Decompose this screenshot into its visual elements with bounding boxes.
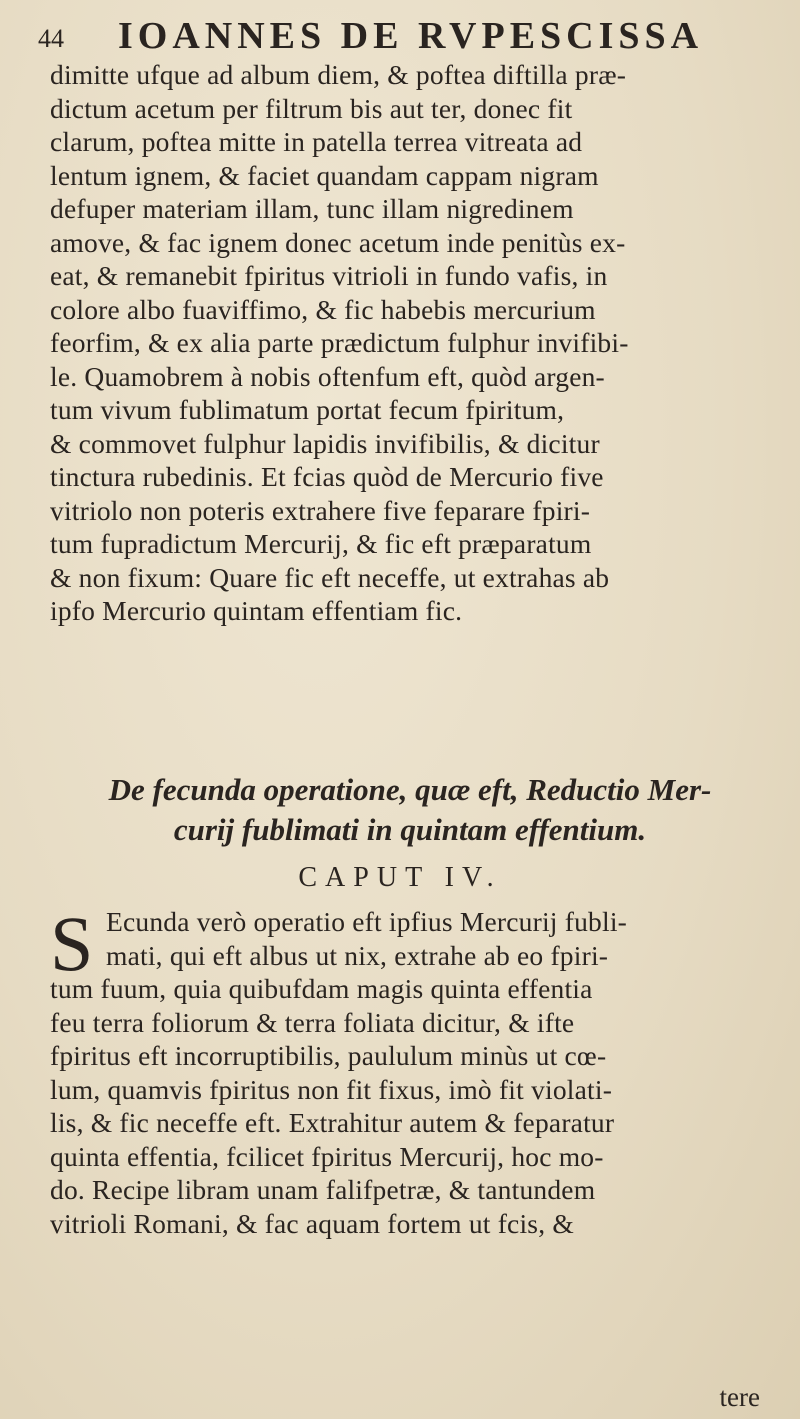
text-line: Ecunda verò operatio eft ipfius Mercurij fubli- (106, 906, 628, 937)
text-line: lum, quamvis fpiritus non fit fixus, imò fit violati- (50, 1073, 613, 1105)
text-line: feu terra foliorum & terra foliata dicitur, & ifte (50, 1006, 575, 1038)
text-line: lentum ignem, & faciet quandam cappam nigram (50, 159, 599, 191)
drop-cap: S (50, 900, 94, 987)
text-line: do. Recipe libram unam falifpetræ, & tantundem (50, 1174, 596, 1205)
page-number: 44 (38, 24, 64, 53)
text-line: & commovet fulphur lapidis invifibilis, & dicitur (50, 427, 600, 459)
text-line: tum vivum fublimatum portat fecum fpiritum, (50, 394, 565, 425)
paragraph-2 (50, 900, 765, 1240)
text-line: dictum acetum per filtrum bis aut ter, donec fit (50, 92, 573, 124)
text-line: fpiritus eft incorruptibilis, paululum minùs ut cœ- (50, 1040, 607, 1071)
text-line: tum fuum, quia quibufdam magis quinta effentia (50, 973, 593, 1004)
text-line: vitriolo non poteris extrahere five feparare fpiri- (50, 494, 591, 526)
text-line: eat, & remanebit fpiritus vitrioli in fundo vafis, in (50, 260, 608, 291)
text-line: tum fupradictum Mercurij, & fic eft præparatum (50, 528, 592, 559)
text-line: vitrioli Romani, & fac aquam fortem ut fcis, & (50, 1207, 574, 1239)
running-title: IOANNES DE RVPESCISSA (118, 15, 704, 57)
chapter-label: CAPUT IV. (298, 862, 502, 893)
text-line: mati, qui eft albus ut nix, extrahe ab eo fpiri- (106, 939, 609, 971)
section-heading (60, 770, 760, 850)
heading-line: De fecunda operatione, quæ eft, Reductio Mer- (108, 772, 712, 807)
text-line: & non fixum: Quare fic eft neceffe, ut extrahas ab (50, 561, 610, 593)
text-line: feorfim, & ex alia parte prædictum fulphur invifibi- (50, 327, 629, 358)
page-header (38, 14, 760, 60)
heading-line: curij fublimati in quintam effentium. (173, 812, 647, 847)
text-line: amove, & fac ignem donec acetum inde penitùs ex- (50, 226, 626, 258)
text-line: le. Quamobrem à nobis oftenfum eft, quòd argen- (50, 360, 605, 392)
text-line: clarum, poftea mitte in patella terrea vitreata ad (50, 126, 583, 157)
paragraph-1 (50, 58, 765, 628)
catchword: tere (719, 1382, 760, 1412)
text-line: tinctura rubedinis. Et fcias quòd de Mercurio five (50, 461, 604, 492)
text-line: dimitte ufque ad album diem, & poftea diftilla præ- (50, 59, 627, 90)
text-line: colore albo fuaviffimo, & fic habebis mercurium (50, 293, 596, 325)
text-line: ipfo Mercurio quintam effentiam fic. (50, 595, 463, 626)
text-line: quinta effentia, fcilicet fpiritus Mercurij, hoc mo- (50, 1140, 604, 1172)
text-line: lis, & fic neceffe eft. Extrahitur autem & feparatur (50, 1107, 615, 1138)
text-line: defuper materiam illam, tunc illam nigredinem (50, 193, 574, 224)
